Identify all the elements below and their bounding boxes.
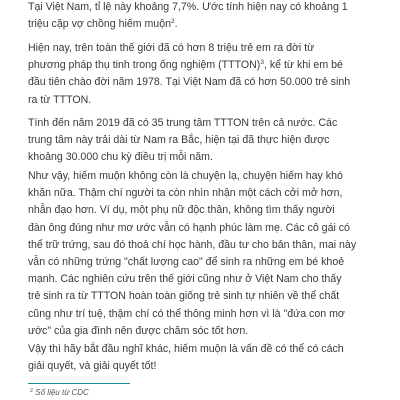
text-line — [28, 341, 388, 358]
footnote-reference: 2 — [170, 18, 175, 26]
text-line — [28, 237, 388, 254]
paragraph-3 — [28, 115, 388, 167]
line-text: giải quyết, và giải quyết tốt! — [28, 360, 157, 373]
line-text: ước" của gia đình nên được chăm sóc tốt hơn. — [28, 324, 249, 337]
line-text: trung tâm này trải dài từ Nam ra Bắc, hiện tại đã thực hiện được — [28, 134, 330, 147]
text-line — [28, 0, 388, 16]
line-text: Như vậy, hiếm muộn không còn là chuyện lạ, chuyện hiếm hay khó — [28, 170, 343, 182]
text-line — [28, 323, 388, 340]
paragraph-5 — [28, 341, 388, 375]
line-text: trẻ sinh ra từ TTTON hoàn toàn giống trẻ sinh tự nhiên về thể chất — [28, 290, 340, 303]
text-line — [28, 288, 388, 305]
paragraph-2 — [28, 40, 388, 109]
line-text-continued: . — [174, 18, 178, 31]
text-line — [28, 74, 388, 91]
line-text: nhẫn đạo hơn. Ví dụ, một phụ nữ độc thân, không tìm thấy người — [28, 204, 335, 217]
line-text: Vậy thì hãy bắt đầu nghĩ khác, hiếm muộn là vấn đề có thể có cách — [28, 343, 344, 355]
line-text: đàn ông đúng như mơ ước vẫn có hạnh phúc làm mẹ. Các cô gái có — [28, 221, 350, 234]
line-text: vẫn có những trứng "chất lượng cao" để sinh ra những em bé khoẻ — [28, 256, 345, 269]
line-text: ra từ TTTON. — [28, 93, 92, 106]
line-text: cũng như trí tuệ, thậm chí có thể thông minh hơn vì là "đứa con mơ — [28, 307, 345, 320]
paragraph-4 — [28, 168, 388, 340]
text-line — [28, 185, 388, 202]
text-line — [28, 271, 388, 288]
line-text: Hiện nay, trên toàn thế giới đã có hơn 8 triệu trẻ em ra đời từ — [28, 42, 315, 54]
footnote-reference: 3 — [260, 59, 264, 67]
footnote-text: Số liệu từ CDC — [35, 388, 89, 397]
footnote-divider — [28, 383, 130, 384]
line-text: đầu tiên chào đời năm 1978. Tại Việt Nam đã có hơn 50.000 trẻ sinh — [28, 76, 351, 89]
line-text: triệu cặp vợ chồng hiếm muộn — [28, 18, 171, 31]
text-line — [28, 202, 388, 219]
text-line — [28, 220, 388, 237]
text-line — [28, 57, 388, 74]
text-line — [28, 92, 388, 109]
line-text: phương pháp thụ tinh trong ống nghiệm (TTTON) — [28, 59, 261, 72]
footnote-number: 2 — [30, 388, 34, 394]
text-line — [28, 306, 388, 323]
footnote — [30, 388, 89, 398]
text-line — [28, 168, 388, 185]
text-line — [28, 40, 388, 57]
text-line — [28, 254, 388, 271]
text-line — [28, 132, 388, 149]
line-text: thể trữ trứng, sau đó thoả chí học hành, đầu tư cho bản thân, mai này — [28, 238, 357, 251]
line-text: mạnh. Các nghiên cứu trên thế giới cũng như ở Việt Nam cho thấy — [28, 273, 342, 286]
paragraph-1 — [28, 0, 388, 33]
text-line — [28, 149, 388, 166]
line-text: khoảng 30.000 chu kỳ điều trị mỗi năm. — [28, 151, 213, 164]
line-text: Tại Việt Nam, tỉ lệ này khoảng 7,7%. Ước tính hiện nay có khoảng 1 — [28, 1, 348, 13]
text-line — [28, 358, 388, 375]
line-text-continued: , kể từ khi em bé — [263, 59, 343, 72]
line-text: Tính đến năm 2019 đã có 35 trung tâm TTTON trên cả nước. Các — [28, 117, 338, 129]
text-line — [28, 115, 388, 132]
text-line — [28, 16, 388, 33]
line-text: khăn nữa. Thậm chí người ta còn nhìn nhận một cách cởi mở hơn, — [28, 187, 343, 200]
